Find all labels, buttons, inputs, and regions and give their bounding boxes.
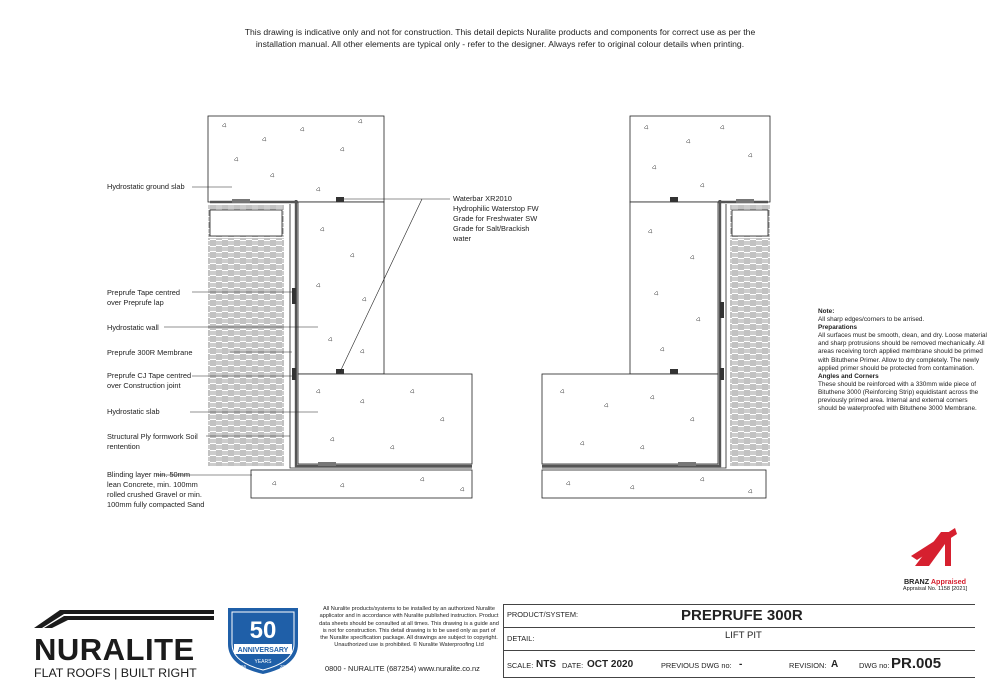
cj-tape (292, 368, 296, 380)
label-membrane: Preprufe 300R Membrane (107, 348, 193, 357)
base-membrane-lap-right (678, 462, 696, 466)
preparations-text: All surfaces must be smooth, clean, and dry. Loose material and sharp protrusions should be removed mechanically. All areas receiving torch applied membrane should be primed with Bituthene Primer. Allow to dry completely. The newly applied primer should be protected from contamination. (818, 332, 987, 372)
label-wall: Hydrostatic wall (107, 323, 159, 332)
hydrostatic-wall (298, 202, 384, 374)
angles-text: These should be reinforced with a 330mm wide piece of Bituthene 3000 (Reinforcing Strip) equidistant across the previously primed area. Internal and external corners should be waterproofed with Bituthene 3000 Membrane. (818, 380, 979, 413)
title-block-left-rule (503, 604, 504, 678)
revision-label: REVISION: (789, 661, 827, 670)
previous-dwg-value: - (739, 659, 743, 670)
ground-slab-edge-block (210, 210, 282, 236)
anniversary-year-end: 2016 (280, 664, 291, 669)
anniversary-years: YEARS (254, 659, 272, 665)
logo-tagline: FLAT ROOFS | BUILT RIGHT (34, 666, 197, 680)
soil-retention-fill-right (730, 238, 770, 466)
title-block-top-rule (503, 604, 975, 605)
blinding-layer (251, 470, 472, 498)
label-blinding-2: lean Concrete, min. 100mm (107, 480, 198, 489)
dwg-number-value: PR.005 (891, 655, 942, 672)
logo-name: NURALITE (34, 632, 195, 667)
label-blinding-4: 100mm fully compacted Sand (107, 500, 205, 509)
label-waterbar-1: Waterbar XR2010 (453, 194, 512, 203)
blinding-layer-right (542, 470, 766, 498)
preprufe-tape-right (720, 302, 724, 318)
label-tape-1: Preprufe Tape centred (107, 288, 180, 297)
disclaimer-line-1: This drawing is indicative only and not for construction. This detail depicts Nuralite products and components for correct use as per the (244, 27, 756, 37)
branz-icon (911, 526, 959, 570)
label-ground-slab: Hydrostatic ground slab (107, 182, 185, 191)
label-blinding-1: Blinding layer min. 50mm (107, 470, 190, 479)
label-cj-2: over Construction joint (107, 381, 181, 390)
notes-panel (818, 308, 988, 413)
branz-wordmark (898, 577, 972, 586)
note-line: All sharp edges/corners to be arrised. (818, 316, 925, 324)
scale-label: SCALE: (507, 661, 534, 670)
label-tape-2: over Preprufe lap (107, 298, 164, 307)
dwg-number-label: DWG no: (859, 661, 890, 670)
hydrostatic-wall-right (630, 202, 718, 374)
hydrostatic-ground-slab (208, 116, 384, 202)
disclaimer-line-2: installation manual. All other elements are typical only - refer to the designer. Always refer to original colour details when printing. (255, 39, 745, 49)
previous-dwg-label: PREVIOUS DWG no: (661, 661, 732, 670)
hydrostatic-slab (298, 374, 472, 464)
title-block-bottom-rule (503, 677, 975, 678)
title-block-rule-2 (503, 650, 975, 651)
label-slab: Hydrostatic slab (107, 407, 160, 416)
label-ply-2: rentention (107, 442, 140, 451)
branz-appraisal-number: Appraisal No. 1158 [2021] (902, 586, 968, 592)
branz-appraised-word: Appraised (930, 577, 967, 586)
note-title: Note: (818, 308, 835, 315)
ground-slab-edge-block-right (732, 210, 768, 236)
cj-tape-right (720, 368, 724, 380)
label-blinding-3: rolled crushed Gravel or min. (107, 490, 202, 499)
anniversary-year-start: 1966 (236, 664, 247, 669)
product-label: PRODUCT/SYSTEM: (507, 610, 579, 619)
waterbar-top-right (670, 197, 678, 202)
anniversary-word: ANNIVERSARY (237, 647, 289, 654)
label-waterbar-5: water (453, 234, 472, 243)
detail-name: LIFT PIT (725, 630, 762, 641)
product-name: PREPRUFE 300R (681, 607, 803, 624)
label-waterbar-4: Grade for Salt/Brackish (453, 224, 530, 233)
anniversary-number: 50 (249, 617, 277, 644)
waterbar-bottom-right (670, 369, 678, 374)
hydrostatic-ground-slab-right (630, 116, 770, 202)
slab-membrane-lap (232, 199, 250, 203)
left-section (156, 116, 472, 498)
roof-logo-icon (34, 604, 214, 628)
preparations-title: Preparations (818, 324, 858, 332)
detail-label: DETAIL: (507, 634, 535, 643)
branz-word: BRANZ (903, 577, 930, 586)
label-ply-1: Structural Ply formwork Soil (107, 432, 198, 441)
right-section (542, 116, 770, 498)
slab-membrane-lap-right (736, 199, 754, 203)
revision-value: A (831, 659, 839, 670)
title-block-rule-1 (503, 627, 975, 628)
date-label: DATE: (562, 661, 584, 670)
hydrostatic-slab-right (542, 374, 718, 464)
waterbar-top (336, 197, 344, 202)
nuralite-logo (34, 604, 218, 681)
label-waterbar-3: Grade for Freshwater SW (453, 214, 538, 223)
title-block (503, 604, 975, 678)
angles-title: Angles and Corners (818, 372, 879, 380)
base-membrane-lap (318, 462, 336, 466)
date-value: OCT 2020 (587, 659, 634, 670)
contact-line: 0800 - NURALITE (687254) www.nuralite.co.nz (325, 664, 480, 673)
preprufe-tape (292, 288, 296, 304)
label-waterbar-2: Hydrophilic Waterstop FW (453, 204, 539, 213)
legal-notice: All Nuralite products/systems to be installed by an authorized Nuralite applicator and in accordance with Nuralite published instruction. Product data sheets should be consulted at all times. This drawing is a guide and is not for construction. This detail drawing is to be used only as part of the Nuralite specification package. All drawings are subject to copyright. Unauthorized use is prohibited. © Nuralite Waterproofing Ltd (319, 606, 499, 649)
label-cj-1: Preprufe CJ Tape centred (107, 371, 192, 380)
branz-appraised-badge (898, 526, 972, 593)
scale-value: NTS (536, 659, 556, 670)
anniversary-badge-icon (220, 604, 306, 676)
